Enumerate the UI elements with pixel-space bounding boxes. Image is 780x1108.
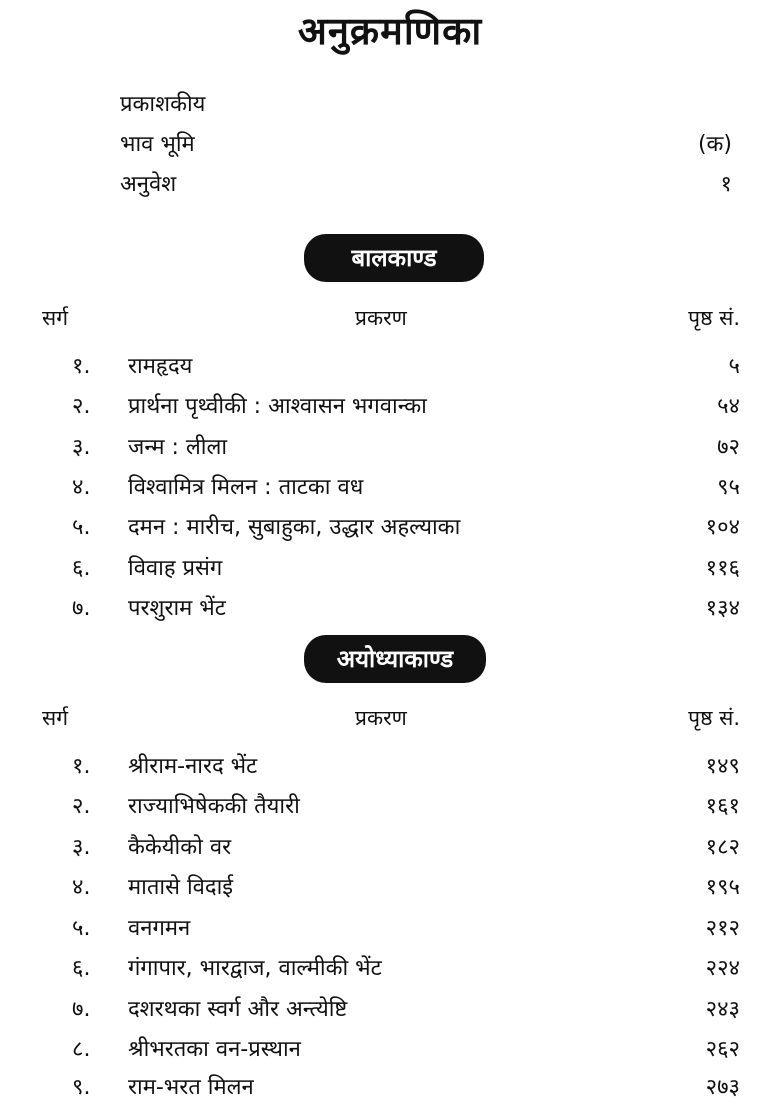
- front-matter-page: (क): [697, 132, 732, 157]
- toc-row-number: ६.: [72, 556, 91, 581]
- toc-row[interactable]: [0, 750, 780, 786]
- column-header-page: पृष्ठ सं.: [688, 706, 740, 730]
- front-matter-row[interactable]: [120, 168, 732, 202]
- toc-row-number: ३.: [72, 835, 91, 860]
- front-matter-label: अनुवेश: [120, 172, 177, 197]
- toc-row-page: २२४: [705, 956, 740, 981]
- toc-row[interactable]: [0, 552, 780, 588]
- toc-row[interactable]: [0, 1033, 780, 1069]
- toc-row-number: २.: [72, 794, 91, 819]
- toc-row[interactable]: [0, 952, 780, 988]
- toc-row-number: ९.: [72, 1075, 91, 1100]
- toc-row-title: श्रीभरतका वन-प्रस्थान: [128, 1037, 301, 1062]
- column-header-prakaran: प्रकरण: [355, 706, 407, 730]
- front-matter-row[interactable]: [120, 88, 732, 122]
- toc-row-number: ४.: [72, 475, 91, 500]
- toc-row-page: ७२: [717, 435, 740, 460]
- toc-row-page: १८२: [705, 835, 740, 860]
- toc-row-title: दशरथका स्वर्ग और अन्त्येष्टि: [128, 997, 348, 1022]
- toc-row[interactable]: [0, 431, 780, 467]
- toc-row[interactable]: [0, 871, 780, 907]
- toc-row-number: ५.: [72, 916, 91, 941]
- toc-row-title: प्रार्थना पृथ्वीकी : आश्वासन भगवान्का: [128, 394, 427, 419]
- toc-row-number: ३.: [72, 435, 91, 460]
- page-title: अनुक्रमणिका: [297, 9, 483, 53]
- toc-row-title: मातासे विदाई: [128, 875, 234, 900]
- toc-row-title: वनगमन: [128, 916, 191, 941]
- toc-row[interactable]: [0, 912, 780, 948]
- toc-row-number: २.: [72, 394, 91, 419]
- toc-row-page: १४९: [705, 754, 740, 779]
- toc-row-number: ७.: [72, 997, 91, 1022]
- toc-row-page: २४३: [705, 997, 740, 1022]
- toc-row-number: ८.: [72, 1037, 91, 1062]
- toc-row-page: १६१: [705, 794, 740, 819]
- toc-row-title: दमन : मारीच, सुबाहुका, उद्धार अहल्याका: [128, 515, 461, 540]
- toc-row[interactable]: [0, 1071, 780, 1107]
- front-matter-label: भाव भूमि: [120, 132, 195, 157]
- toc-row-number: ५.: [72, 515, 91, 540]
- toc-row-title: राज्याभिषेककी तैयारी: [128, 794, 300, 819]
- toc-row-number: ४.: [72, 875, 91, 900]
- toc-row-page: २६२: [705, 1037, 740, 1062]
- toc-row-page: १९५: [705, 875, 740, 900]
- front-matter-label: प्रकाशकीय: [120, 92, 206, 117]
- column-header-row: [0, 304, 780, 338]
- column-header-row: [0, 704, 780, 738]
- front-matter-row[interactable]: [120, 128, 732, 162]
- toc-row-page: १३४: [705, 596, 740, 621]
- toc-row-title: कैकेयीको वर: [128, 835, 232, 860]
- toc-row-title: रामहृदय: [128, 354, 193, 379]
- toc-row-page: ११६: [705, 556, 740, 581]
- toc-row-page: ५४: [717, 394, 740, 419]
- toc-row[interactable]: [0, 790, 780, 826]
- toc-row-number: १.: [72, 354, 91, 379]
- toc-row-title: श्रीराम-नारद भेंट: [128, 754, 258, 779]
- toc-row[interactable]: [0, 592, 780, 628]
- toc-row[interactable]: [0, 993, 780, 1029]
- section-heading-ayodhyakand: अयोध्याकाण्ड: [304, 635, 486, 683]
- toc-row-title: विवाह प्रसंग: [128, 556, 223, 581]
- toc-row[interactable]: [0, 350, 780, 386]
- toc-row-title: परशुराम भेंट: [128, 596, 226, 621]
- front-matter-page: १: [720, 172, 732, 197]
- section-heading-balkand: बालकाण्ड: [304, 234, 484, 282]
- column-header-sarg: सर्ग: [42, 306, 69, 330]
- toc-row-page: २७३: [705, 1075, 740, 1100]
- toc-row-page: ९५: [717, 475, 740, 500]
- toc-row[interactable]: [0, 390, 780, 426]
- toc-row-title: राम-भरत मिलन: [128, 1075, 254, 1100]
- column-header-sarg: सर्ग: [42, 706, 69, 730]
- toc-row-title: विश्वामित्र मिलन : ताटका वध: [128, 475, 364, 500]
- toc-row-title: गंगापार, भारद्वाज, वाल्मीकी भेंट: [128, 956, 382, 981]
- toc-row[interactable]: [0, 831, 780, 867]
- toc-row-page: २१२: [705, 916, 740, 941]
- toc-row[interactable]: [0, 471, 780, 507]
- toc-row-page: १०४: [705, 515, 740, 540]
- toc-row-number: ६.: [72, 956, 91, 981]
- column-header-page: पृष्ठ सं.: [688, 306, 740, 330]
- toc-row-number: १.: [72, 754, 91, 779]
- toc-row[interactable]: [0, 511, 780, 547]
- column-header-prakaran: प्रकरण: [355, 306, 407, 330]
- toc-row-title: जन्म : लीला: [128, 435, 228, 460]
- toc-row-number: ७.: [72, 596, 91, 621]
- toc-row-page: ५: [728, 354, 740, 379]
